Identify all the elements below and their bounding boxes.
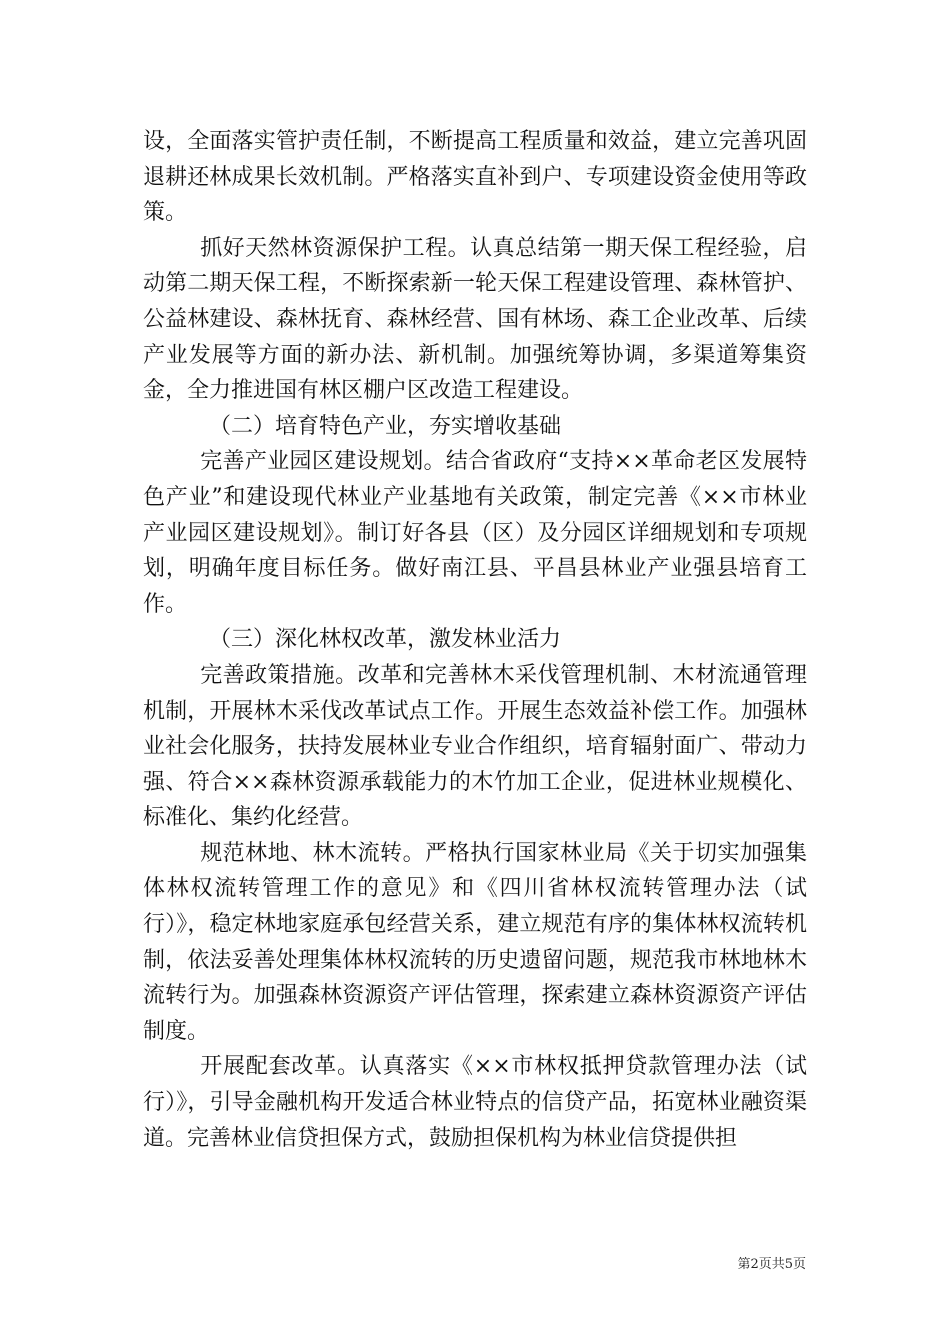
paragraph-supporting-reform: 开展配套改革。认真落实《××市林权抵押贷款管理办法（试行）》，引导金融机构开发适合林业特点的信贷产品，拓宽林业融资渠道。完善林业信贷担保方式，鼓励担保机构为林业信贷提供担 [143,1054,807,1151]
document-body [143,124,807,1156]
paragraph-policy-measures: 完善政策措施。改革和完善林木采伐管理机制、木材流通管理机制，开展林木采伐改革试点工作。开展生态效益补偿工作。加强林业社会化服务，扶持发展林业专业合作组织，培育辐射面广、带动力强、符合××森林资源承载能力的木竹加工企业，促进林业规模化、标准化、集约化经营。 [143,662,807,831]
section-heading-2: （二）培育特色产业，夯实增收基础 [209,413,562,439]
section-heading-3: （三）深化林权改革，激发林业活力 [209,627,562,653]
paragraph-continued: 设，全面落实管护责任制，不断提高工程质量和效益，建立完善巩固退耕还林成果长效机制。严格落实直补到户、专项建设资金使用等政策。 [143,129,807,226]
page-number-footer: 第2页共5页 [737,1257,806,1272]
paragraph-natural-forest-protection: 抓好天然林资源保护工程。认真总结第一期天保工程经验，启动第二期天保工程，不断探索新一轮天保工程建设管理、森林管护、公益林建设、森林抚育、森林经营、国有林场、森工企业改革、后续产业发展等方面的新办法、新机制。加强统筹协调，多渠道筹集资金，全力推进国有林区棚户区改造工程建设。 [143,235,807,404]
paragraph-industry-park-planning: 完善产业园区建设规划。结合省政府“支持××革命老区发展特色产业”和建设现代林业产业基地有关政策，制定完善《××市林业产业园区建设规划》。制订好各县（区）及分园区详细规划和专项规划，明确年度目标任务。做好南江县、平昌县林业产业强县培育工作。 [143,449,807,617]
paragraph-forest-transfer: 规范林地、林木流转。严格执行国家林业局《关于切实加强集体林权流转管理工作的意见》和《四川省林权流转管理办法（试行）》，稳定林地家庭承包经营关系，建立规范有序的集体林权流转机制，依法妥善处理集体林权流转的历史遗留问题，规范我市林地林木流转行为。加强森林资源资产评估管理，探索建立森林资源资产评估制度。 [143,840,807,1044]
